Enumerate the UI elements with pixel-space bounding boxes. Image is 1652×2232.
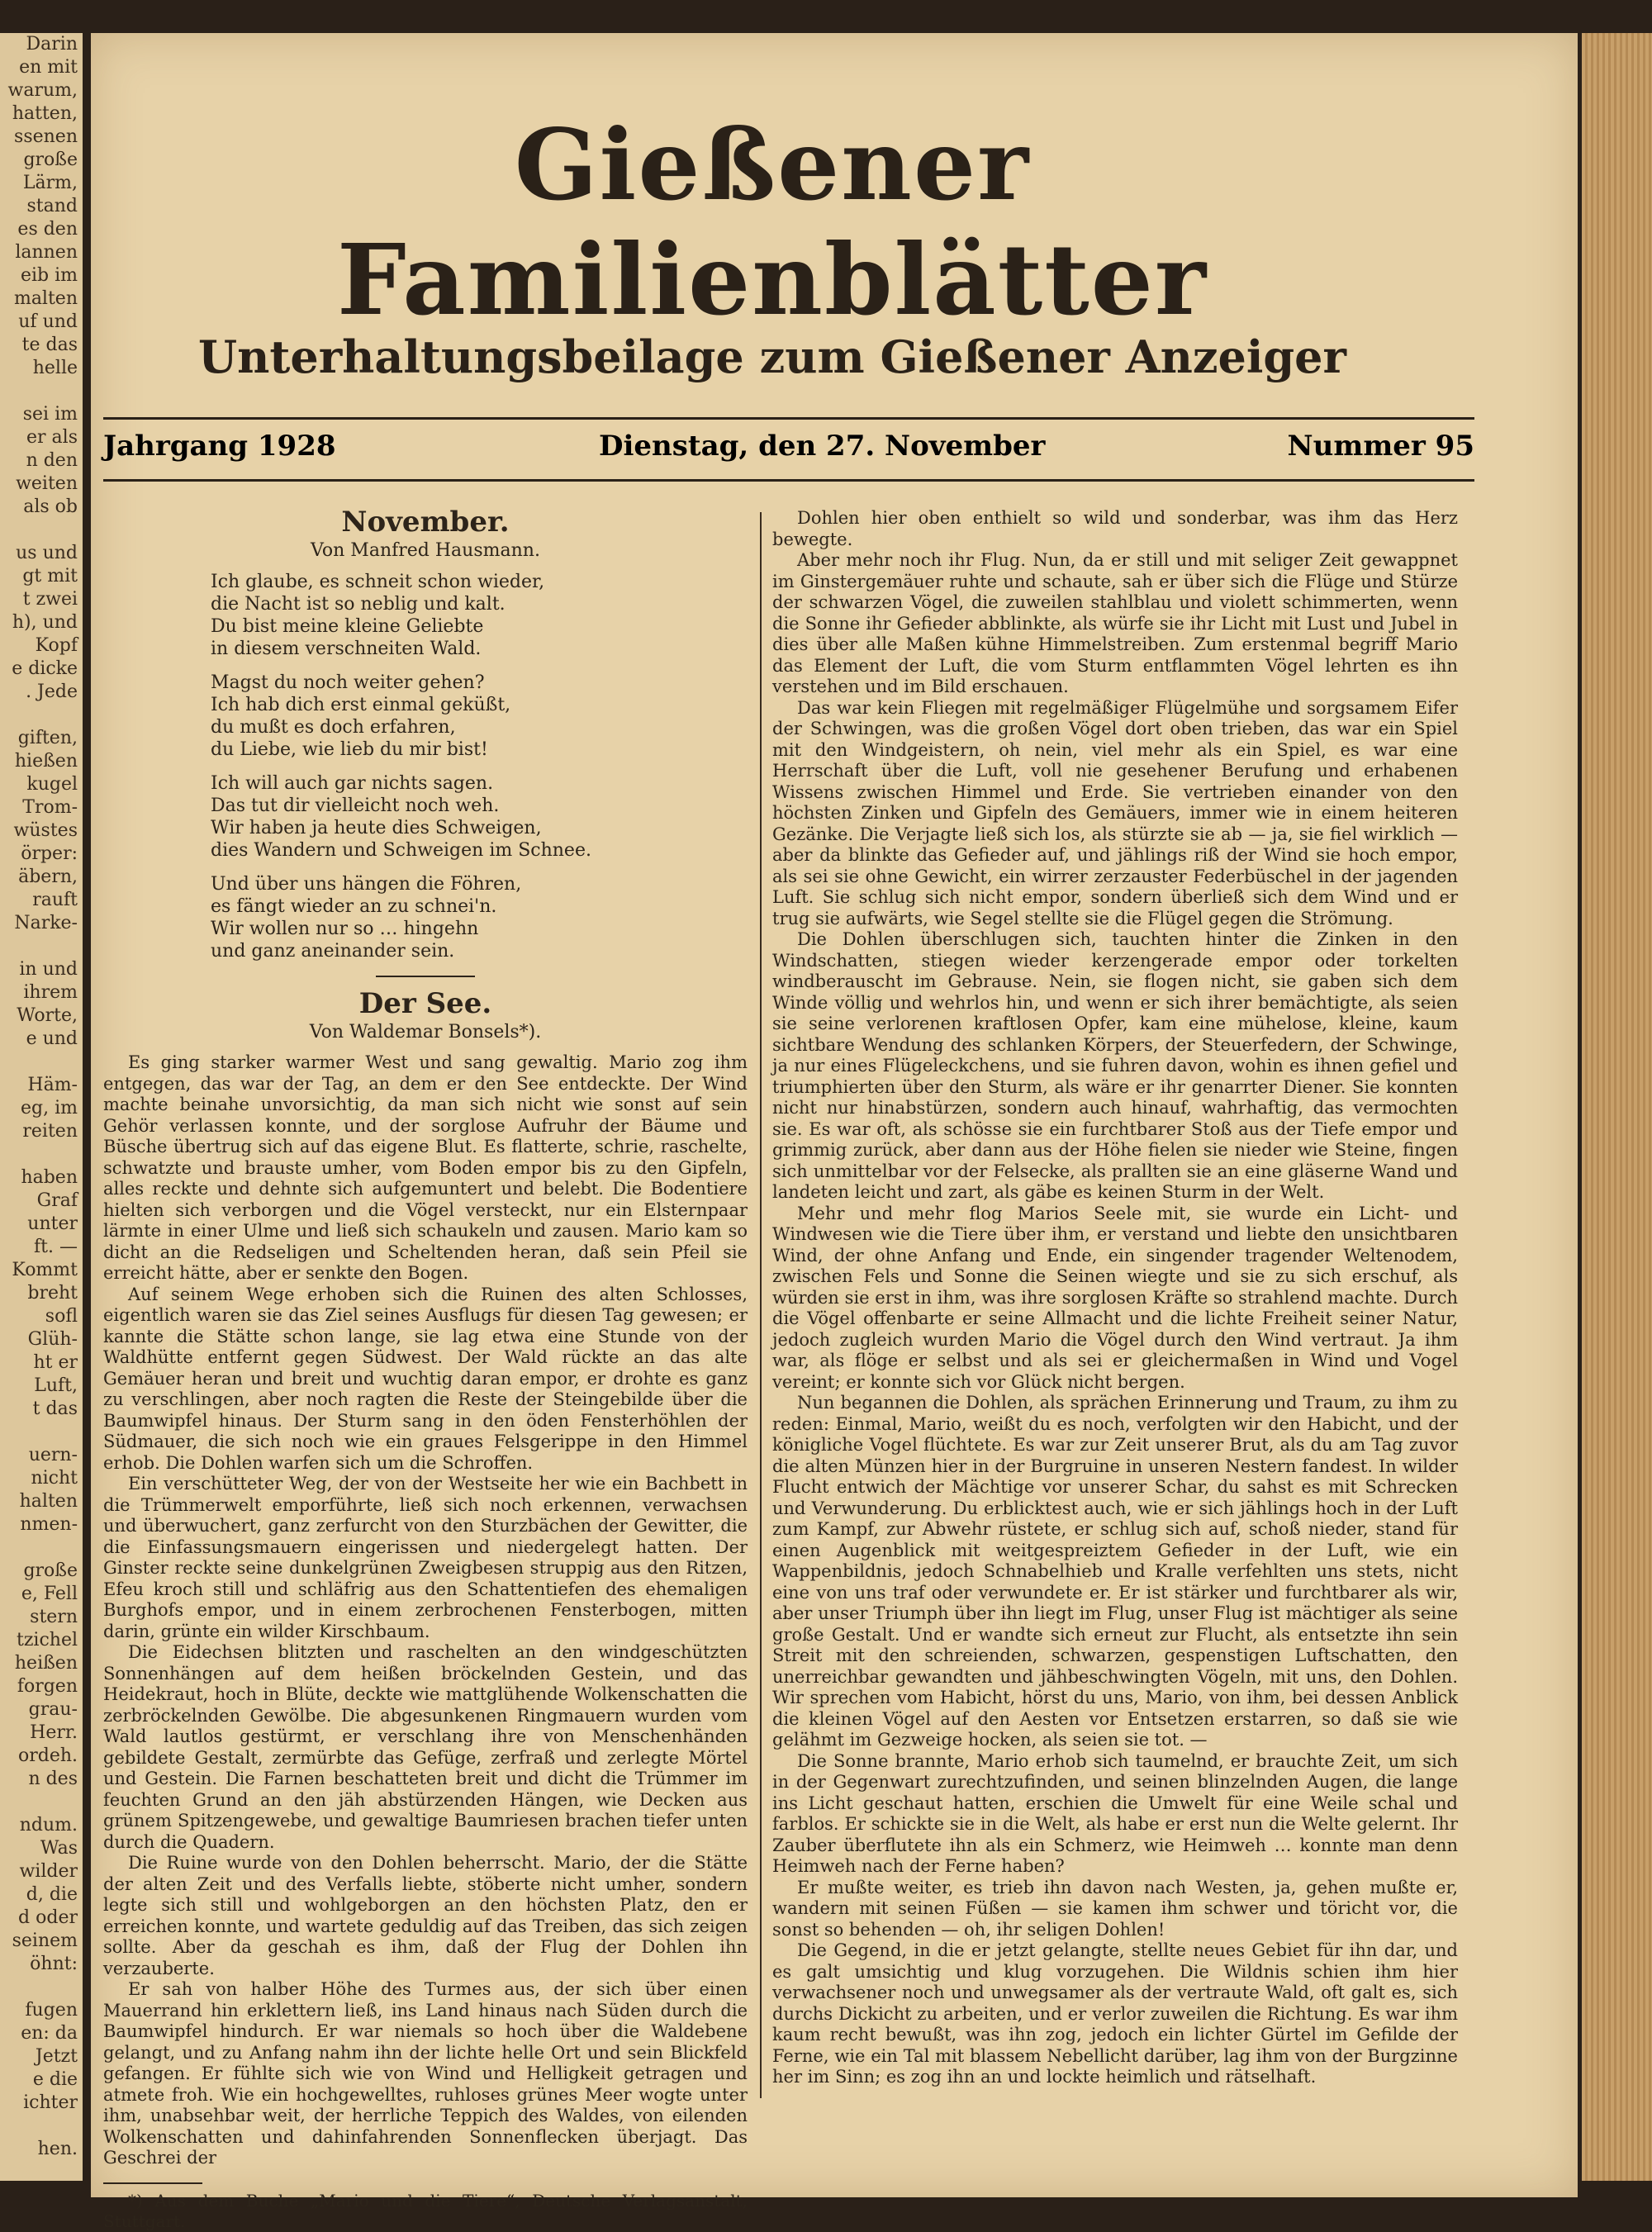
adjacent-page-fragment <box>0 33 83 2181</box>
header-rule-top <box>103 417 1474 420</box>
fragment-line: äbern, <box>18 867 78 887</box>
fragment-line: in und <box>19 959 78 980</box>
poem-line: du mußt es doch erfahren, <box>211 717 456 738</box>
fragment-line: sofl <box>45 1306 78 1327</box>
fragment-line: Narke- <box>14 913 78 933</box>
fragment-line <box>0 704 83 727</box>
fragment-line: tzichel <box>16 1630 78 1650</box>
poem-line: Und über uns hängen die Föhren, <box>211 874 522 895</box>
story-paragraph: Er sah von halber Höhe des Turmes aus, der sich über einen Mauerrand hin erklettern ließ, ins Land hinaus nach Süden durch die Baumwipfel hindurch. Er war niemals so hoch über die Waldebene gelangt, und zu Anfang nahm ihn der lichte helle Ort und sein Blickfeld gefangen. Er fühlte sich wie von Wind und Helligkeit getragen und atmete froh. Wie ein hochgewelltes, ruhloses grünes Meer wogte unter ihm, unabsehbar weit, der herrliche Teppich des Waldes, von eilenden Wolkenschatten und dahinfahrenden Sonnenflecken überjagt. Das Geschrei der <box>103 1979 748 2168</box>
story-paragraph: Die Ruine wurde von den Dohlen beherrscht. Mario, der die Stätte der alten Zeit und des Verfalls liebte, stöberte nicht umher, sondern legte sich still und wohlgeborgen an den höchsten Platz, den er erreichen konnte, und wartete geduldig auf das Treiben, das sich zeigen sollte. Aber da geschah es ihm, daß der Flug der Dohlen ihn verzauberte. <box>103 1853 748 1978</box>
fragment-line: d oder <box>18 1907 78 1928</box>
fragment-line: helle <box>32 358 78 378</box>
fragment-line: wilder <box>19 1861 78 1882</box>
fragment-line: en: da <box>21 2023 78 2044</box>
fragment-line: Herr. <box>30 1722 78 1743</box>
fragment-line: halten <box>19 1491 78 1512</box>
fragment-line: warum, <box>7 80 78 101</box>
fragment-line: fugen <box>25 2000 78 2021</box>
fragment-line: Graf <box>36 1190 78 1211</box>
fragment-line: uern- <box>28 1445 78 1465</box>
story-text-col1 <box>103 1052 748 2169</box>
poem-line: Wir haben ja heute dies Schweigen, <box>211 818 542 838</box>
story-paragraph: Es ging starker warmer West und sang gewaltig. Mario zog ihm entgegen, das war der Tag, an dem er den See entdeckte. Der Wind machte beinahe unvorsichtig, da man sich nicht wie sonst auf sein Gehör verlassen konnte, und der sorglose Aufruhr der Bäume und Büsche übertrug sich auf das eigene Blut. Es flatterte, schrie, raschelte, schwatzte und brauste umher, vom Boden empor bis zu den Gipfeln, alles reckte und dehnte sich aufgemuntert und belebt. Die Bodentiere hielten sich verborgen und die Vögel versteckt, nur ein Elsternpaar lärmte in einer Ulme und ließ sich schaukeln und zausen. Mario kam so dicht an die Redseligen und Scheltenden heran, daß sein Pfeil sie erreicht hätte, aber er senkte den Bogen. <box>103 1052 748 1283</box>
fragment-line: breht <box>27 1283 78 1304</box>
fragment-line <box>0 1421 83 1444</box>
poem-line: in diesem verschneiten Wald. <box>211 639 482 659</box>
column-divider <box>760 512 762 2098</box>
fragment-line: öhnt: <box>30 1954 78 1974</box>
fragment-line: h), und <box>12 612 78 633</box>
fragment-line: ssenen <box>14 126 78 147</box>
fragment-line: hen. <box>37 2139 78 2159</box>
poem-stanza <box>211 772 748 862</box>
fragment-line: örper: <box>21 843 78 864</box>
fragment-line: seinem <box>12 1930 78 1951</box>
fragment-line: es den <box>17 219 78 240</box>
volume-year: Jahrgang 1928 <box>103 430 336 463</box>
story-text-col2 <box>772 508 1458 2088</box>
poem-line: und ganz aneinander sein. <box>211 941 455 962</box>
fragment-line: weiten <box>16 473 78 494</box>
story-paragraph: Die Eidechsen blitzten und raschelten an den windgeschützten Sonnenhängen auf dem heißen bröckelnden Gestein, und das Heidekraut, hoch in Blüte, deckte wie mattglühende Wolkenschatten die zerbröckelnden Gewölbe. Die abgesunkenen Ringmauern wurden vom Wald lautlos gestürmt, er verschlang ihre von Menschenhänden gebildete Gestalt, zermürbte das Gefüge, zerfraß und zerlegte Mörtel und Gestein. Die Farnen beschatteten breit und dicht die Trümmer im feuchten Grund an den jäh abstürzenden Hängen, wie Decken aus grünem Spitzengewebe, und gewaltige Baumriesen brachen tiefer unten durch die Quadern. <box>103 1642 748 1852</box>
fragment-line: en mit <box>19 57 78 78</box>
fragment-line: haben <box>21 1167 78 1188</box>
fragment-line: Häm- <box>27 1075 78 1095</box>
fragment-line: Lärm, <box>22 173 78 193</box>
fragment-line: t das <box>32 1399 78 1419</box>
poem-stanza <box>211 571 748 660</box>
fragment-line: Jetzt <box>35 2046 78 2067</box>
fragment-line: ihrem <box>23 982 78 1003</box>
poem-line: Du bist meine kleine Geliebte <box>211 616 484 637</box>
fragment-line: ndum. <box>19 1815 78 1835</box>
story-paragraph: Ein verschütteter Weg, der von der Westseite her wie ein Bachbett in die Trümmerwelt emporführte, ließ sich noch erkennen, verwachsen und überwuchert, ganz zerfurcht von den Sturzbächen der Gewitter, die die Einfassungsmauern eingerissen und niedergelegt hatten. Der Ginster reckte seine dunkelgrünen Zweigbesen struppig aus den Ritzen, Efeu kroch still und schläfrig aus den Schattentiefen des ehemaligen Burghofs empor, und in einem zerbrochenen Fensterbogen, mitten darin, grünte ein wilder Kirschbaum. <box>103 1474 748 1641</box>
poem-line: dies Wandern und Schweigen im Schnee. <box>211 840 591 861</box>
footnote-rule <box>103 2182 202 2184</box>
fragment-line: hatten, <box>12 103 78 124</box>
fragment-line: hießen <box>14 751 78 772</box>
fragment-line: Worte, <box>17 1005 78 1026</box>
fragment-line: als ob <box>23 496 78 517</box>
fragment-line: große <box>23 150 78 170</box>
fragment-line <box>0 380 83 403</box>
fragment-line: unter <box>27 1213 78 1234</box>
header-rule-bottom <box>103 479 1474 482</box>
column-left <box>103 496 748 2231</box>
poem-line: Ich will auch gar nichts sagen. <box>211 773 494 794</box>
fragment-line <box>0 1051 83 1074</box>
story-paragraph: Nun begannen die Dohlen, als sprächen Erinnerung und Traum, zu ihm zu reden: Einmal, Mario, weißt du es noch, verfolgten wir den Habicht, und der königliche Vogel flüchtete. Es war zur Zeit unserer Brut, als du am Tag zuvor die alten Münzen hier in der Burgruine in unseren Nestern fandest. In wilder Flucht entwich der Mächtige vor unserer Schar, du sahst es mit Schrecken und Verwunderung. Du erblicktest auch, wie er sich jählings hoch in der Luft zum Kampf, zur Abwehr rüstete, er schlug sich auf, schoß nieder, stand für einen Augenblick mit weitgespreiztem Gefieder in der Luft, wie ein Wappenbildnis, jedoch Schnabelhieb und Kralle verfehlten uns stets, nicht eine von uns traf oder verwundete er. Er ist stärker und furchtbarer als wir, aber unser Triumph über ihn liegt im Flug, unser Flug ist mächtiger als seine große Gestalt. Und er wandte sich erneut zur Flucht, als entsetzte ihn sein Streit mit den schreienden, schwarzen, gespenstigen Luftschatten, den unerreichbar gewandten und jähbeschwingten Vögeln, mit uns, den Dohlen. Wir sprechen vom Habicht, hörst du uns, Mario, von ihm, bei dessen Anblick die kleinen Vögel auf den Aesten vor Entsetzen erstarren, so daß sie wie gelähmt im Gezweige hocken, als seien sie tot. — <box>772 1393 1458 1750</box>
story-paragraph: Dohlen hier oben enthielt so wild und sonderbar, was ihm das Herz bewegte. <box>772 508 1458 549</box>
fragment-line: e, Fell <box>21 1584 78 1604</box>
fragment-line: nmen- <box>20 1514 78 1535</box>
masthead-title: Gießener Familienblätter <box>336 107 1208 337</box>
fragment-line: Kommt <box>12 1260 78 1280</box>
fragment-line: Was <box>40 1838 78 1859</box>
fragment-line <box>0 1791 83 1814</box>
fragment-line: e die <box>32 2069 78 2090</box>
fragment-line <box>0 519 83 542</box>
binding-edge <box>1582 33 1652 2181</box>
issue-date: Dienstag, den 27. November <box>599 430 1046 463</box>
fragment-line: eg, im <box>21 1098 78 1118</box>
story-paragraph: Mehr und mehr flog Marios Seele mit, sie wurde ein Licht- und Windwesen wie die Tiere über ihm, er verstand und liebte den unsichtbaren Wind, der ohne Anfang und Ende, ein singender tragender Weltenodem, zwischen Fels und Sonne die Seinen wiegte und sie zu sich erschuf, als würden sie erst in ihm, was ihre sorglosen Kräfte so strahlend machte. Durch die Vögel offenbarte er seine Allmacht und die lichte Freiheit seiner Natur, jedoch zugleich wurden Mario die Vögel durch den Wind vertraut. Ja ihm war, als flöge er selbst und als sei er gleichermaßen in Wind und Vogel vereint; er konnte sich vor Glück nicht bergen. <box>772 1203 1458 1392</box>
fragment-line: stand <box>26 196 78 216</box>
poem-line: es fängt wieder an zu schnei'n. <box>211 896 497 917</box>
footnote: *) Aus dem Buche „Mario und die Tiere“, Deutsche Verlagsanstalt, Stuttgart. <box>103 2190 748 2231</box>
fragment-line: forgen <box>17 1676 78 1697</box>
fragment-line: eib im <box>20 265 78 286</box>
fragment-line: grau- <box>28 1699 78 1720</box>
fragment-line: sei im <box>22 404 78 425</box>
fragment-line: ordeh. <box>17 1745 78 1766</box>
story-paragraph: Aber mehr noch ihr Flug. Nun, da er still und mit seliger Zeit gewappnet im Ginstergemäuer ruhte und schaute, sah er über sich die Flüge und Stürze der schwarzen Vögel, die zuweilen stahlblau und violett schimmerten, wenn die Sonne ihr Gefieder abblinkte, als würfe sie ihr Licht mit Lust und Jubel in dies über alle Maßen kühne Himmelstreiben. Zum erstenmal begriff Mario das Element der Luft, die vom Sturm entflammten Vögel lehrten es ihn verstehen und im Bild erschauen. <box>772 550 1458 696</box>
fragment-line <box>0 1976 83 1999</box>
fragment-line: ht er <box>33 1352 78 1373</box>
fragment-line: e dicke <box>12 658 78 679</box>
story-title: Der See. <box>358 987 492 1020</box>
fragment-line: gt mit <box>22 566 78 586</box>
fragment-line <box>0 1536 83 1560</box>
poem-title: November. <box>341 506 510 539</box>
column-right <box>772 508 1458 2127</box>
fragment-line <box>0 2115 83 2138</box>
fragment-line: ichter <box>23 2092 78 2113</box>
story-paragraph: Das war kein Fliegen mit regelmäßiger Flügelmühe und sorgsamem Eifer der Schwingen, was die großen Vögel dort oben trieben, das war ein Spiel mit den Windgeistern, oh nein, viel mehr als ein Spiel, es war eine Herrschaft über die Luft, voll nie gesehener Berufung und erhabenen Wissens zwischen Himmel und Erde. Sie vertrieben einander von den höchsten Zinken und Gipfeln des Gemäuers, immer wie in einem heiteren Gezänke. Die Verjagte ließ sich los, als stürzte sie ab — ja, sie fiel wirklich — aber da blinkte das Gefieder auf, und jählings riß der Wind sie hoch empor, als sei sie ohne Gewicht, ein wirrer zerzauster Federbüschel in der jagenden Luft. Sie schlug sich nicht empor, sondern überließ sich dem Wind und er trug sie aufwärts, wie Segel stellte sie die Flügel gegen die Strömung. <box>772 697 1458 928</box>
poem-line: Ich glaube, es schneit schon wieder, <box>211 572 545 592</box>
story-byline: Von Waldemar Bonsels*). <box>309 1021 542 1042</box>
fragment-line: t zwei <box>22 589 78 610</box>
poem-line: du Liebe, wie lieb du mir bist! <box>211 739 488 760</box>
fragment-line: Luft, <box>34 1375 78 1396</box>
poem-line: Ich hab dich erst einmal geküßt, <box>211 695 511 715</box>
fragment-line: kugel <box>26 774 78 795</box>
poem-stanza <box>211 873 748 962</box>
fragment-line: giften, <box>17 728 78 748</box>
section-separator <box>376 976 475 977</box>
fragment-line: uf und <box>18 311 78 332</box>
poem-byline: Von Manfred Hausmann. <box>311 539 540 561</box>
fragment-line: lannen <box>15 242 78 263</box>
fragment-line: Glüh- <box>27 1329 78 1350</box>
fragment-line: us und <box>16 543 78 563</box>
fragment-line: er als <box>26 427 78 448</box>
fragment-line: reiten <box>22 1121 78 1142</box>
fragment-line: stern <box>30 1607 78 1627</box>
fragment-line: wüstes <box>13 820 78 841</box>
poem-line: die Nacht ist so neblig und kalt. <box>211 594 506 615</box>
fragment-line: n den <box>26 450 78 471</box>
fragment-line: te das <box>21 335 78 355</box>
poem-line: Wir wollen nur so … hingehn <box>211 919 479 939</box>
fragment-line: Trom- <box>22 797 78 818</box>
story-paragraph: Die Dohlen überschlugen sich, tauchten hinter die Zinken in den Windschatten, stiegen wieder kerzengerade empor oder torkelten windberauscht im Gebrause. Nein, sie flogen nicht, sie gaben sich dem Winde völlig und wehrlos hin, und wenn er sich ihrer bemächtigte, als seien sie seine verlorenen kraftlosen Opfer, kam eine mühelose, kleine, kaum sichtbare Wendung des schlanken Körpers, der Steuerfedern, der Schwinge, ja nur eines Flügeleckchens, und sie fuhren davon, wohin es ihnen gefiel und triumphierten über den Sturm, als wäre er ihr genarrter Diener. Sie konnten nicht nur hinabstürzen, sondern auch hinauf, wahrhaftig, das vermochten sie. Es war oft, als schösse sie ein furchtbarer Stoß aus der Tiefe empor und grimmig zurück, aber dann aus der Höhe fielen sie nieder wie Steine, fingen sich unmittelbar vor der Felsecke, als prallten sie an eine gläserne Wand und landeten leicht und zart, als gäbe es keinen Sturm in der Welt. <box>772 929 1458 1202</box>
fragment-line: malten <box>13 288 78 309</box>
story-paragraph: Die Gegend, in die er jetzt gelangte, stellte neues Gebiet für ihn dar, und es galt umsichtig und klug vorzugehen. Die Wildnis schien ihm hier verwachsener noch und unwegsamer als der vertraute Wald, oft galt es, sich durchs Dickicht zu arbeiten, und er verlor zuweilen die Richtung. Es war ihm kaum recht bewußt, was ihn zog, jedoch ein lichter Gürtel im Gefilde der Ferne, wie ein Tal mit blassem Nebellicht darüber, lag ihm von der Burgzinne her im Sinn; es zog ihn an und lockte heimlich und rätselhaft. <box>772 1940 1458 2087</box>
poem-body <box>211 571 748 962</box>
fragment-line: rauft <box>32 890 78 910</box>
fragment-line: heißen <box>14 1653 78 1674</box>
fragment-line: ft. — <box>34 1237 78 1257</box>
fragment-line <box>0 935 83 958</box>
fragment-line: Kopf <box>35 635 78 656</box>
story-paragraph: Die Sonne brannte, Mario erhob sich taumelnd, er brauchte Zeit, um sich in der Gegenwart zurechtzufinden, und seinen blinzelnden Augen, die lange ins Licht geschaut hatten, erschien die Umwelt für eine Weile schal und farblos. Er schickte sie in die Welt, als habe er erst nun die Welte gelernt. Ihr Zauber überflutete ihn als ein Schmerz, wie Heimweh … konnte man denn Heimweh nach der Ferne haben? <box>772 1750 1458 1876</box>
issue-number: Nummer 95 <box>1287 430 1474 463</box>
fragment-line: große <box>23 1560 78 1581</box>
fragment-line: Darin <box>26 34 78 55</box>
masthead-subtitle: Unterhaltungsbeilage zum Gießener Anzeiger <box>198 330 1346 383</box>
fragment-line: d, die <box>26 1884 78 1905</box>
fragment-line <box>0 1143 83 1166</box>
story-paragraph: Auf seinem Wege erhoben sich die Ruinen des alten Schlosses, eigentlich waren sie das Ziel seines Ausflugs für diesen Tag gewesen; er kannte die Stätte schon lange, sie lag etwa eine Stunde von der Waldhütte entfernt gegen Südwest. Der Wald rückte an das alte Gemäuer heran und breit und wuchtig daran empor, er drohte es ganz zu verschlingen, aber noch ragten die Reste der Steingebilde über die Baumwipfel hinaus. Der Sturm sang in den öden Fensterhöhlen der Südmauer, die sich noch wie ein graues Felsgerippe in den Himmel erhob. Die Dohlen warfen sich um die Schroffen. <box>103 1284 748 1473</box>
poem-line: Magst du noch weiter gehen? <box>211 672 485 693</box>
poem-line: Das tut dir vielleicht noch weh. <box>211 795 500 816</box>
fragment-line: n des <box>28 1769 78 1789</box>
dateline <box>103 430 1474 471</box>
story-paragraph: Er mußte weiter, es trieb ihn davon nach Westen, ja, gehen mußte er, wandern mit seinen Füßen — sie kamen ihm schwer und töricht vor, die sonst so behenden — oh, ihr seligen Dohlen! <box>772 1877 1458 1940</box>
fragment-line: nicht <box>31 1468 78 1489</box>
fragment-line: e und <box>26 1028 78 1049</box>
fragment-line: . Jede <box>26 681 78 702</box>
poem-stanza <box>211 672 748 761</box>
